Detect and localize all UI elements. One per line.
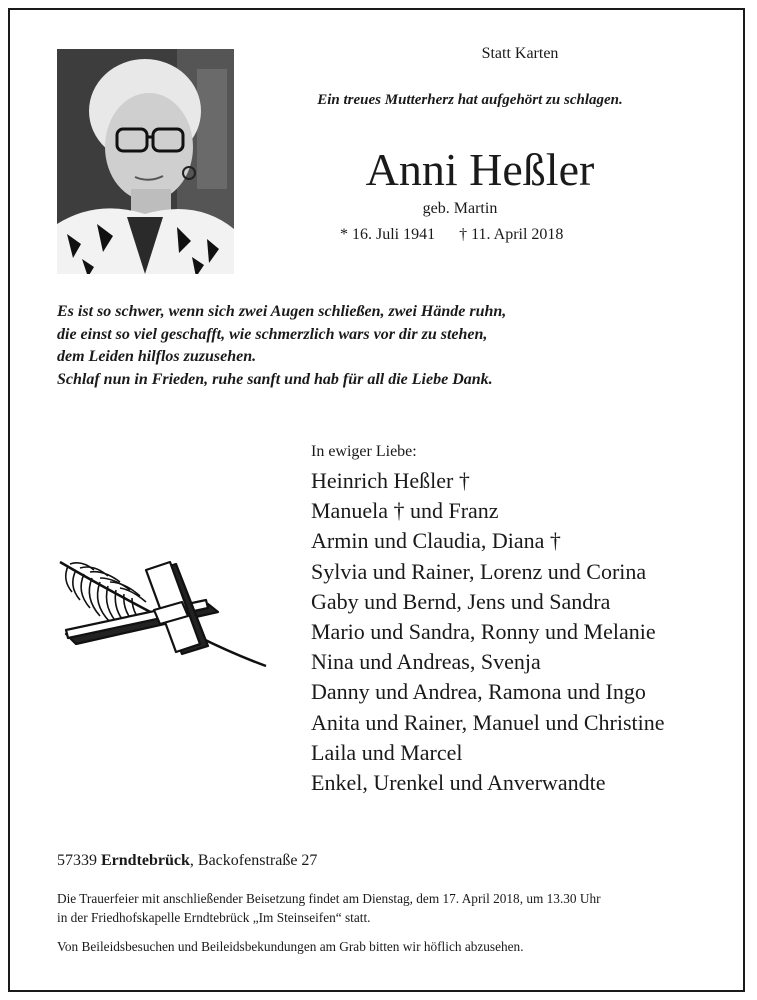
family-member: Laila und Marcel xyxy=(311,739,463,765)
poem-line: dem Leiden hilflos zuzusehen. xyxy=(57,348,257,365)
poem-line: Schlaf nun in Frieden, ruhe sanft und hab für all die Liebe Dank. xyxy=(57,370,493,388)
family-member: Danny und Andrea, Ramona und Ingo xyxy=(311,679,646,705)
poem xyxy=(57,301,506,391)
family-member: Manuela † und Franz xyxy=(311,498,499,524)
death-date: † 11. April 2018 xyxy=(459,226,564,243)
cross-with-palm-branch-icon xyxy=(58,556,268,668)
poem-line: die einst so viel geschafft, wie schmerzlich wars vor dir zu stehen, xyxy=(57,325,488,343)
address xyxy=(57,852,317,870)
postcode: 57339 xyxy=(57,852,97,869)
family-member: Armin und Claudia, Diana † xyxy=(311,528,561,554)
family-member: Enkel, Urenkel und Anverwandte xyxy=(311,770,606,796)
family-member: Mario und Sandra, Ronny und Melanie xyxy=(311,619,656,645)
service-line: in der Friedhofskapelle Erndtebrück „Im Steinseifen“ statt. xyxy=(57,909,371,925)
family-member: Sylvia und Rainer, Lorenz und Corina xyxy=(311,558,647,584)
family-list xyxy=(311,466,665,798)
family-intro: In ewiger Liebe: xyxy=(311,443,417,460)
condolence-note: Von Beileidsbesuchen und Beileidsbekundungen am Grab bitten wir höflich abzusehen. xyxy=(57,939,524,954)
town: Erndtebrück xyxy=(101,852,190,869)
header-note: Statt Karten xyxy=(481,45,559,62)
family-member: Gaby und Bernd, Jens und Sandra xyxy=(311,588,611,614)
poem-line: Es ist so schwer, wenn sich zwei Augen schließen, zwei Hände ruhn, xyxy=(57,303,507,320)
family-member: Nina und Andreas, Svenja xyxy=(311,649,541,675)
life-dates xyxy=(340,226,563,244)
service-line: Die Trauerfeier mit anschließender Beisetzung findet am Dienstag, dem 17. April 2018, um 13.30 Uhr xyxy=(57,891,601,906)
funeral-service-info xyxy=(57,890,601,927)
portrait-photo xyxy=(57,49,234,274)
birth-date: * 16. Juli 1941 xyxy=(340,226,436,243)
street: , Backofenstraße 27 xyxy=(189,852,318,869)
family-member: Anita und Rainer, Manuel und Christine xyxy=(311,709,665,735)
motto: Ein treues Mutterherz hat aufgehört zu schlagen. xyxy=(317,92,623,108)
deceased-name: Anni Heßler xyxy=(365,144,595,195)
family-member: Heinrich Heßler † xyxy=(311,468,470,493)
maiden-name: geb. Martin xyxy=(422,200,498,217)
